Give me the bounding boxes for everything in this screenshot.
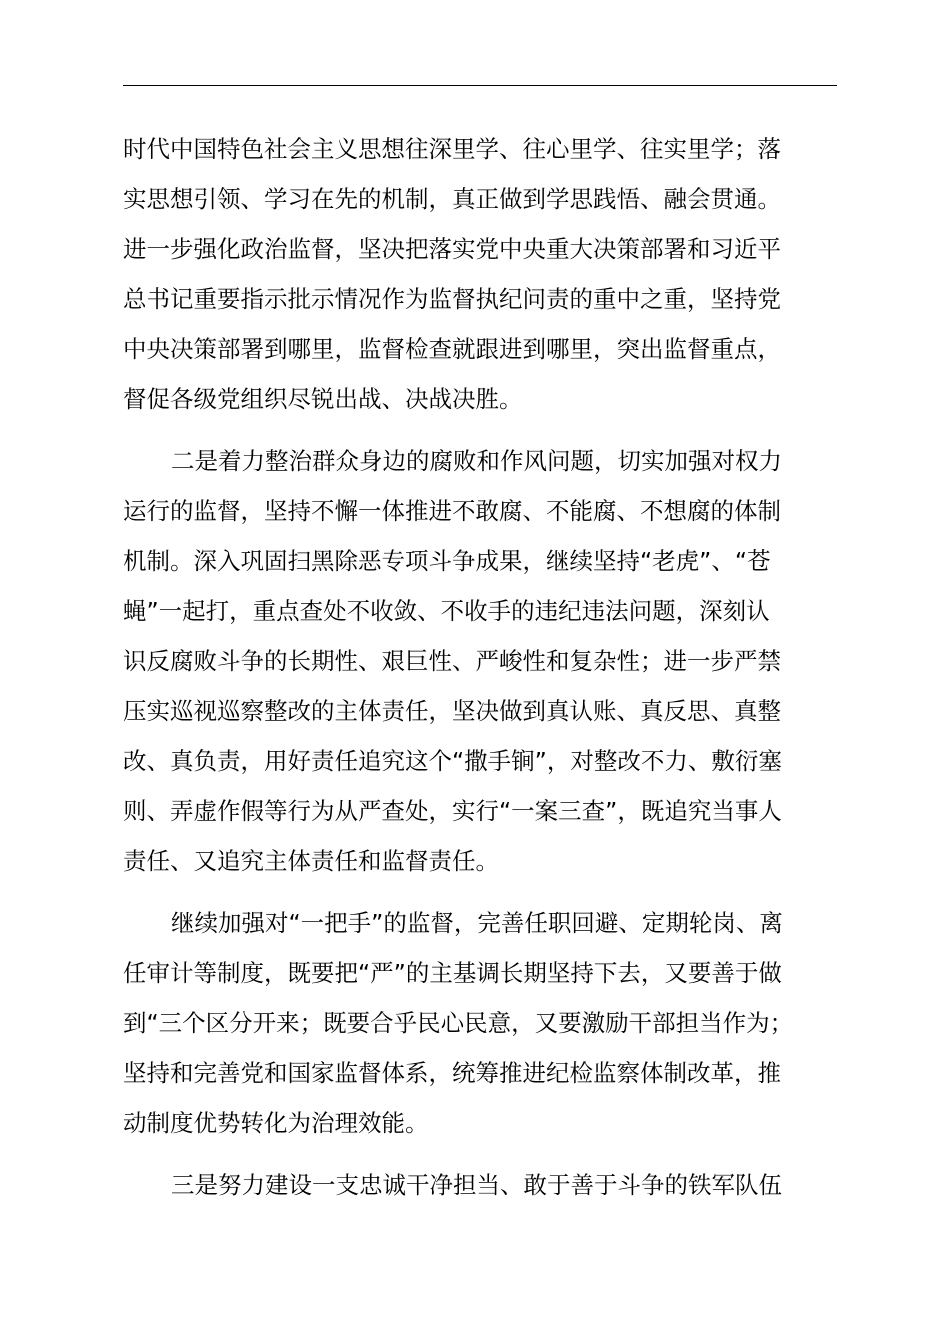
paragraph-gap [123,424,863,436]
paragraph-line: 中央决策部署到哪里，监督检查就跟进到哪里，突出监督重点， [123,335,781,363]
paragraph-4 [123,1160,863,1210]
paragraph-2 [123,436,863,886]
paragraph-line: 时代中国特色社会主义思想往深里学、往心里学、往实里学；落 [123,135,781,163]
paragraph-1 [123,124,863,424]
paragraph-line: 总书记重要指示批示情况作为监督执纪问责的重中之重，坚持党 [123,285,781,313]
paragraph-line: 三是努力建设一支忠诚干净担当、敢于善于斗争的铁军队伍 [171,1171,782,1199]
paragraph-line: 机制。深入巩固扫黑除恶专项斗争成果，继续坚持“老虎”、“苍 [123,547,771,575]
paragraph-line: 任审计等制度，既要把“严”的主基调长期坚持下去，又要善于做 [123,959,782,987]
paragraph-3 [123,898,863,1148]
paragraph-line: 动制度优势转化为治理效能。 [123,1109,429,1137]
header-rule [123,85,837,86]
paragraph-line: 则、弄虚作假等行为从严查处，实行“一案三查”，既追究当事人 [123,797,782,825]
paragraph-line: 二是着力整治群众身边的腐败和作风问题，切实加强对权力 [171,447,782,475]
paragraph-gap [123,886,863,898]
paragraph-line: 责任、又追究主体责任和监督责任。 [123,847,499,875]
paragraph-line: 蝇”一起打，重点查处不收敛、不收手的违纪违法问题，深刻认 [123,597,770,625]
paragraph-line: 到“三个区分开来；既要合乎民心民意，又要激励干部担当作为； [123,1009,794,1037]
paragraph-line: 识反腐败斗争的长期性、艰巨性、严峻性和复杂性；进一步严禁 [123,647,781,675]
paragraph-line: 继续加强对“一把手”的监督，完善任职回避、定期轮岗、离 [171,909,783,937]
paragraph-line: 坚持和完善党和国家监督体系，统筹推进纪检监察体制改革，推 [123,1059,781,1087]
paragraph-gap [123,1148,863,1160]
paragraph-line: 运行的监督，坚持不懈一体推进不敢腐、不能腐、不想腐的体制 [123,497,781,525]
paragraph-line: 改、真负责，用好责任追究这个“撒手锏”，对整改不力、敷衍塞 [123,747,782,775]
paragraph-line: 压实巡视巡察整改的主体责任，坚决做到真认账、真反思、真整 [123,697,781,725]
paragraph-line: 督促各级党组织尽锐出战、决战决胜。 [123,385,523,413]
paragraph-line: 进一步强化政治监督，坚决把落实党中央重大决策部署和习近平 [123,235,781,263]
document-body [123,124,863,1210]
paragraph-line: 实思想引领、学习在先的机制，真正做到学思践悟、融会贯通。 [123,185,781,213]
